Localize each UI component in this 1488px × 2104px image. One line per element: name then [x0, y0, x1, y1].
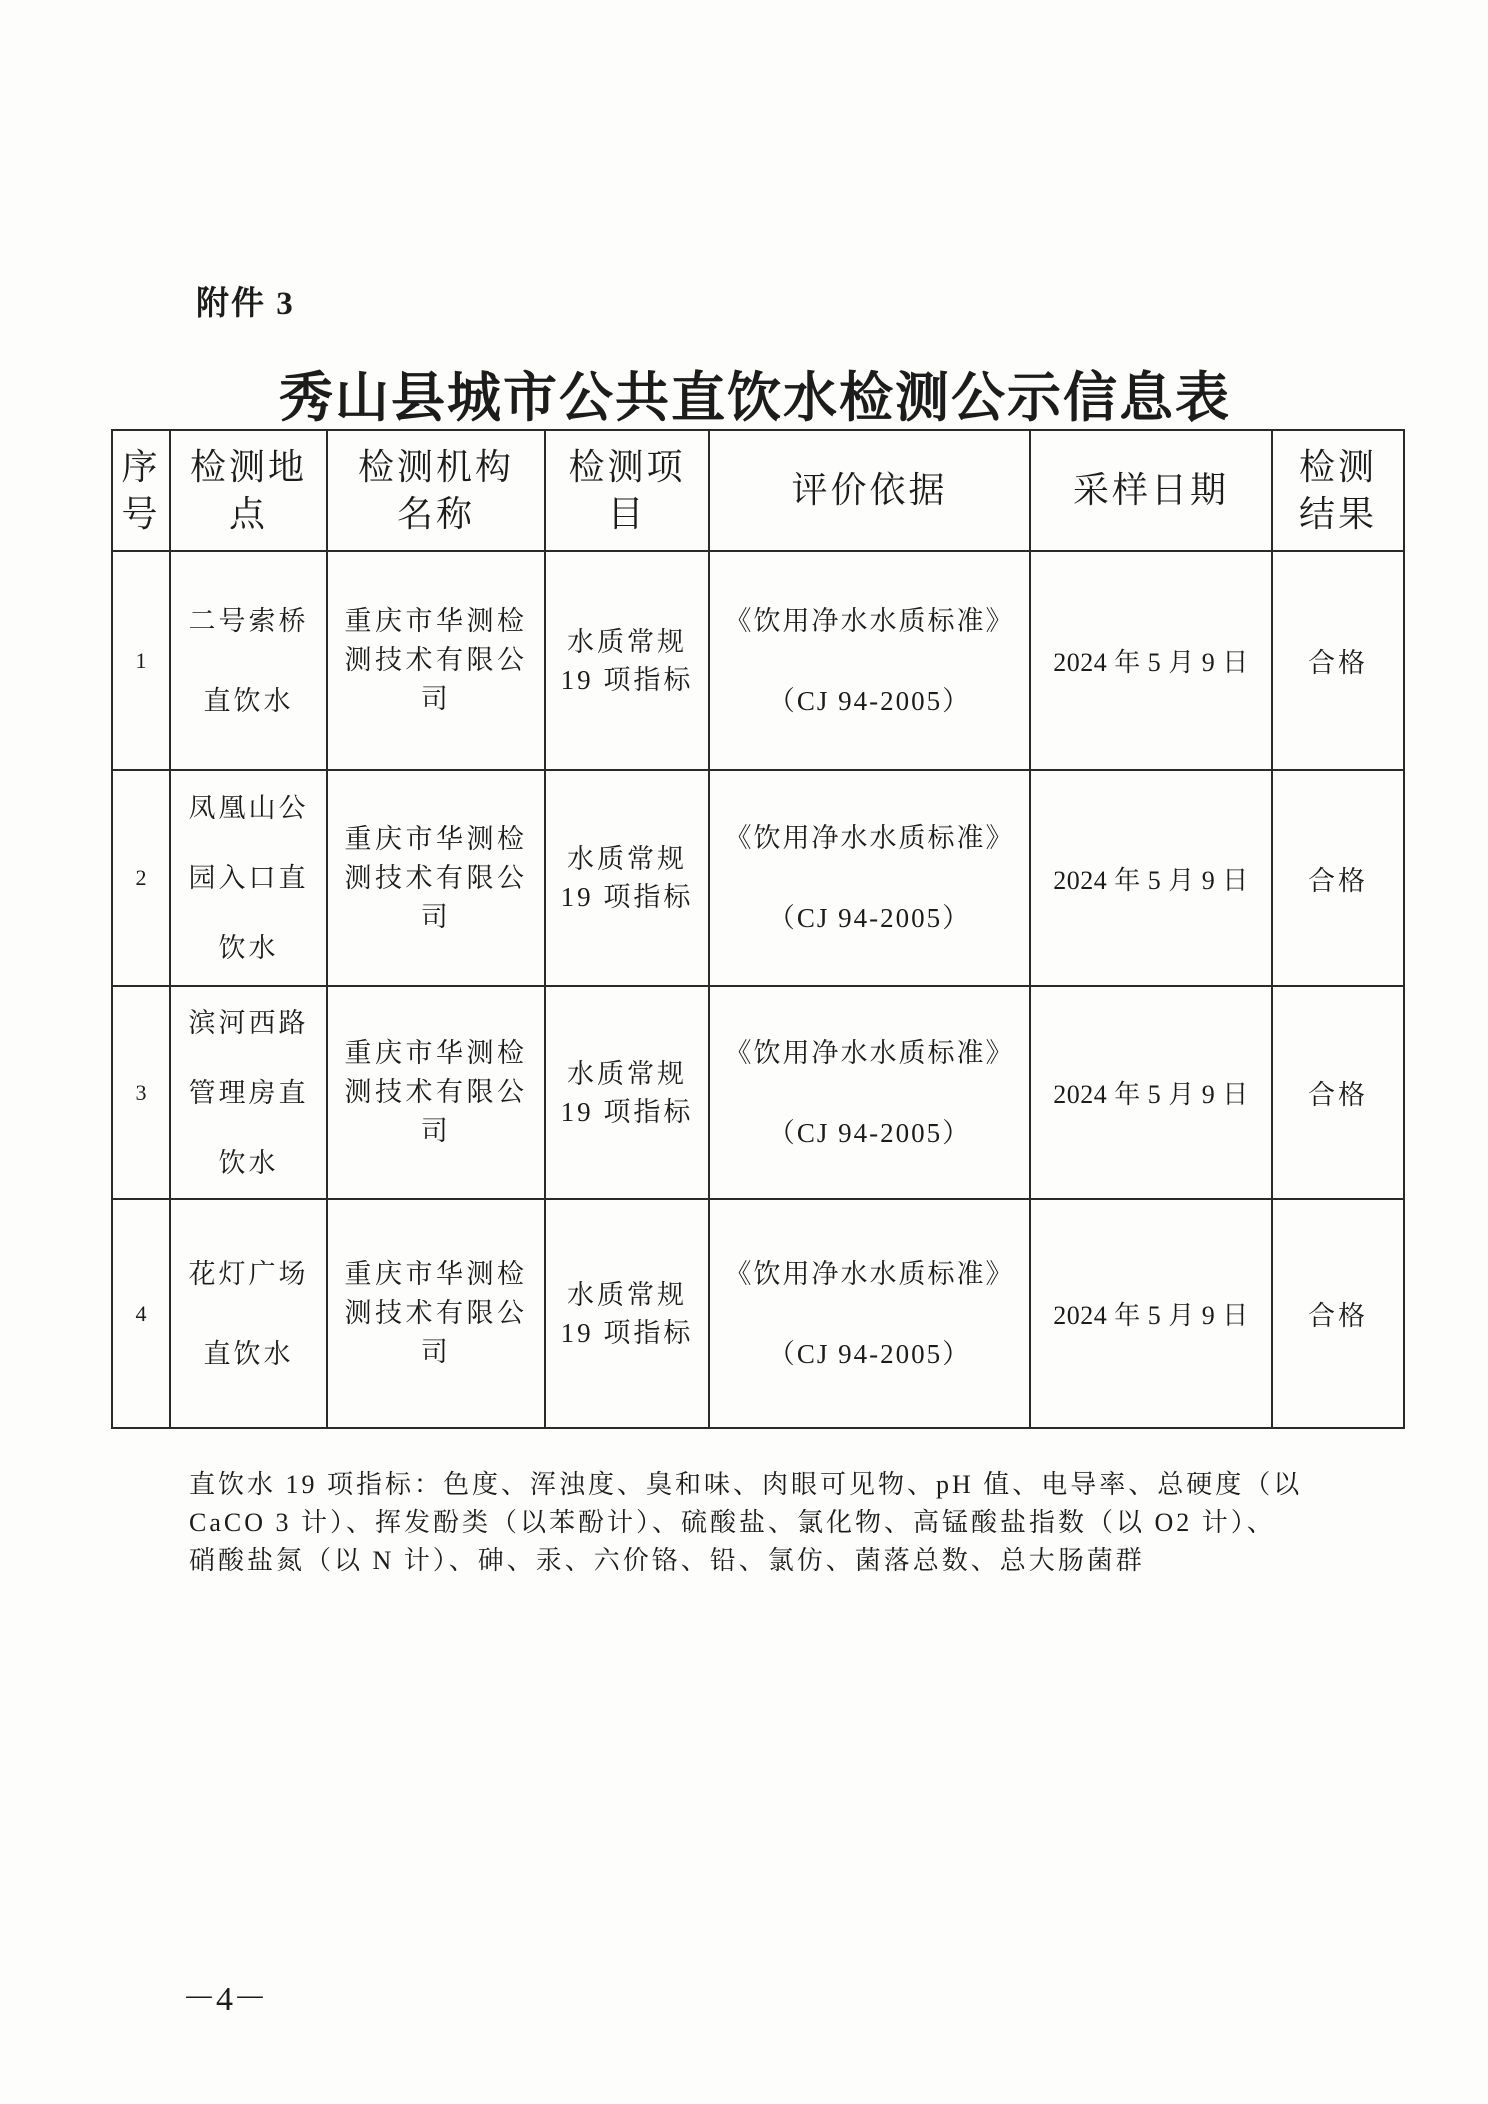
cell-item [545, 551, 709, 770]
item-line: 19 项指标 [560, 1317, 694, 1348]
agency-line: 重庆市华测检 [344, 823, 528, 854]
footnote-line: 硝酸盐氮（以 N 计）、砷、汞、六价铬、铅、氯仿、菌落总数、总大肠菌群 [189, 1546, 1145, 1575]
basis-line: （CJ 94-2005） [767, 1117, 972, 1148]
cell-item [545, 770, 709, 986]
location-line: 凤凰山公 [188, 793, 309, 823]
basis-line: （CJ 94-2005） [767, 685, 972, 716]
page-number: －4－ [182, 1981, 267, 2018]
cell-date: 2024 年 5 月 9 日 [1030, 986, 1272, 1199]
header-seq-line: 序 [121, 446, 161, 487]
cell-basis [709, 1199, 1030, 1428]
cell-item [545, 1199, 709, 1428]
basis-line: 《饮用净水水质标准》 [724, 1258, 1015, 1289]
cell-location [170, 986, 327, 1199]
agency-line: 测技术有限公 [344, 645, 528, 675]
header-agency-line: 名称 [396, 493, 475, 534]
agency-line: 司 [420, 901, 452, 932]
agency-line: 司 [420, 684, 452, 714]
cell-basis [709, 551, 1030, 770]
item-line: 水质常规 [567, 1058, 687, 1089]
location-line: 滨河西路 [188, 1007, 309, 1038]
item-line: 水质常规 [567, 844, 687, 874]
header-item-line: 目 [607, 493, 647, 534]
header-location [170, 430, 327, 551]
header-date-line: 采样日期 [1072, 470, 1229, 510]
cell-agency [327, 551, 545, 770]
cell-seq: 1 [112, 551, 170, 770]
header-location-line: 点 [228, 493, 268, 534]
agency-line: 重庆市华测检 [344, 1259, 528, 1289]
header-result-line: 检测 [1298, 446, 1377, 487]
agency-line: 重庆市华测检 [344, 606, 528, 636]
basis-line: 《饮用净水水质标准》 [724, 1037, 1015, 1068]
agency-line: 测技术有限公 [344, 862, 528, 893]
cell-date: 2024 年 5 月 9 日 [1030, 551, 1272, 770]
cell-location [170, 770, 327, 986]
table-header-row [112, 430, 1404, 551]
location-line: 饮水 [218, 933, 279, 963]
item-line: 19 项指标 [560, 1096, 694, 1127]
cell-date: 2024 年 5 月 9 日 [1030, 1199, 1272, 1428]
header-basis-line: 评价依据 [791, 470, 948, 510]
basis-line: 《饮用净水水质标准》 [724, 605, 1015, 636]
agency-line: 司 [420, 1116, 452, 1146]
location-line: 直饮水 [203, 1338, 294, 1369]
table-row [112, 770, 1404, 986]
cell-item [545, 986, 709, 1199]
document-title: 秀山县城市公共直饮水检测公示信息表 [279, 368, 1231, 428]
location-line: 园入口直 [188, 863, 309, 893]
agency-line: 测技术有限公 [344, 1298, 528, 1328]
header-result-line: 结果 [1298, 493, 1377, 534]
basis-line: （CJ 94-2005） [767, 1338, 972, 1369]
location-line: 花灯广场 [188, 1258, 309, 1289]
cell-seq: 4 [112, 1199, 170, 1428]
cell-location [170, 551, 327, 770]
cell-location [170, 1199, 327, 1428]
basis-line: 《饮用净水水质标准》 [724, 823, 1015, 853]
footnote-line: 直饮水 19 项指标：色度、浑浊度、臭和味、肉眼可见物、pH 值、电导率、总硬度（以 [189, 1470, 1303, 1499]
item-line: 19 项指标 [560, 664, 694, 695]
cell-seq: 2 [112, 770, 170, 986]
cell-basis [709, 986, 1030, 1199]
cell-agency [327, 986, 545, 1199]
agency-line: 测技术有限公 [344, 1077, 528, 1107]
cell-agency [327, 770, 545, 986]
header-agency-line: 检测机构 [357, 446, 514, 487]
header-item [545, 430, 709, 551]
header-agency [327, 430, 545, 551]
basis-line: （CJ 94-2005） [767, 903, 972, 933]
header-location-line: 检测地 [189, 446, 307, 487]
header-seq-line: 号 [121, 493, 161, 534]
location-line: 饮水 [218, 1147, 279, 1178]
location-line: 二号索桥 [188, 605, 309, 636]
header-date [1030, 430, 1272, 551]
cell-result: 合格 [1272, 986, 1404, 1199]
agency-line: 司 [420, 1337, 452, 1367]
cell-result: 合格 [1272, 551, 1404, 770]
header-result [1272, 430, 1404, 551]
item-line: 19 项指标 [560, 882, 694, 912]
item-line: 水质常规 [567, 1279, 687, 1310]
table-row [112, 986, 1404, 1199]
header-seq [112, 430, 170, 551]
attachment-label: 附件 3 [196, 286, 295, 322]
cell-seq: 3 [112, 986, 170, 1199]
cell-agency [327, 1199, 545, 1428]
table-row [112, 551, 1404, 770]
info-table [111, 429, 1405, 1429]
location-line: 直饮水 [203, 685, 294, 716]
cell-basis [709, 770, 1030, 986]
item-line: 水质常规 [567, 626, 687, 657]
header-item-line: 检测项 [568, 446, 686, 487]
footnote-line: CaCO 3 计）、挥发酚类（以苯酚计）、硫酸盐、氯化物、高锰酸盐指数（以 O2 计）、 [189, 1508, 1276, 1537]
cell-result: 合格 [1272, 1199, 1404, 1428]
location-line: 管理房直 [188, 1077, 309, 1108]
header-basis [709, 430, 1030, 551]
cell-result: 合格 [1272, 770, 1404, 986]
table-row [112, 1199, 1404, 1428]
agency-line: 重庆市华测检 [344, 1038, 528, 1068]
cell-date: 2024 年 5 月 9 日 [1030, 770, 1272, 986]
footnote [189, 1466, 1302, 1580]
